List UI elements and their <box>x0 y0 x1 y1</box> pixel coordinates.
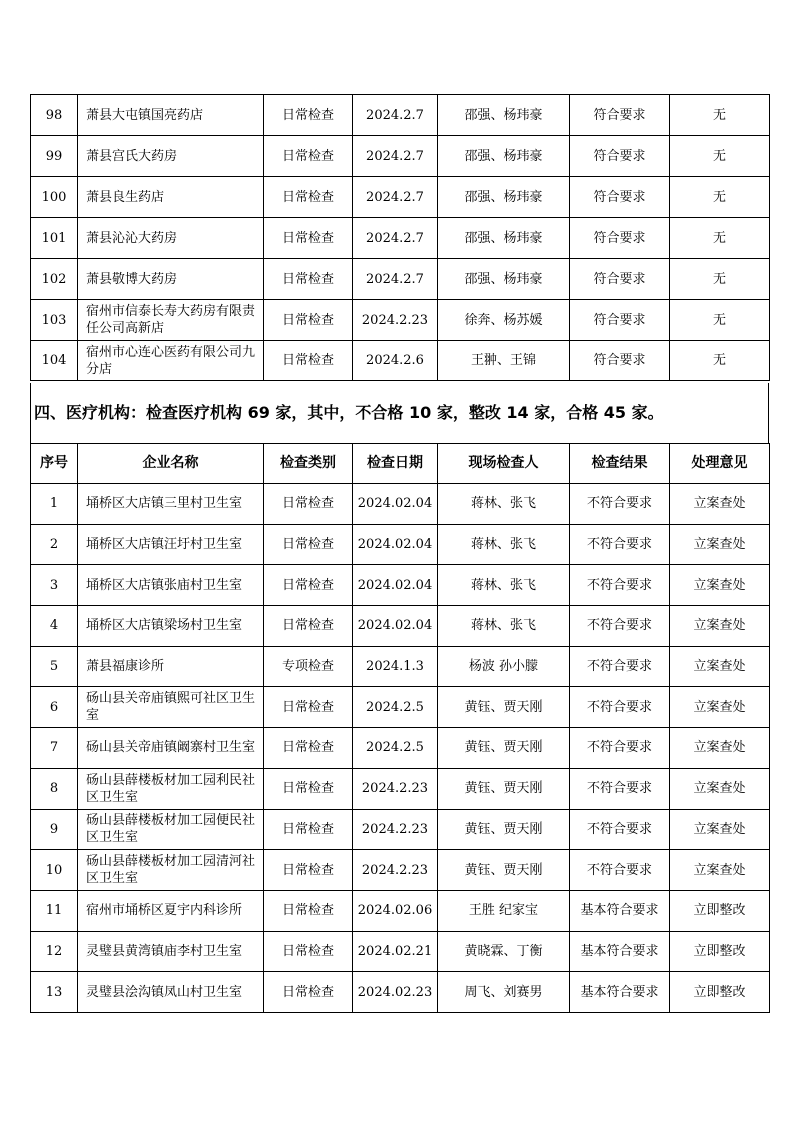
cell-inspection-date: 2024.1.3 <box>353 646 438 687</box>
cell-action: 立案查处 <box>670 524 770 565</box>
cell-inspection-date: 2024.2.7 <box>353 95 438 136</box>
header-index: 序号 <box>31 444 78 484</box>
cell-inspection-date: 2024.2.7 <box>353 259 438 300</box>
cell-index: 10 <box>31 850 78 891</box>
cell-company-name: 萧县沁沁大药房 <box>78 218 264 259</box>
cell-result: 符合要求 <box>570 95 670 136</box>
table-row <box>31 728 770 769</box>
header-action: 处理意见 <box>670 444 770 484</box>
cell-inspection-date: 2024.2.7 <box>353 136 438 177</box>
cell-result: 不符合要求 <box>570 768 670 809</box>
cell-result: 不符合要求 <box>570 809 670 850</box>
cell-index: 100 <box>31 177 78 218</box>
table-row <box>31 259 770 300</box>
cell-result: 符合要求 <box>570 300 670 341</box>
cell-index: 4 <box>31 606 78 647</box>
table-row <box>31 972 770 1013</box>
cell-inspectors: 杨波 孙小朦 <box>438 646 570 687</box>
cell-action: 立案查处 <box>670 768 770 809</box>
cell-inspection-date: 2024.2.23 <box>353 850 438 891</box>
cell-result: 符合要求 <box>570 341 670 381</box>
cell-index: 5 <box>31 646 78 687</box>
cell-inspection-type: 日常检查 <box>264 687 353 728</box>
cell-inspectors: 王胜 纪家宝 <box>438 890 570 931</box>
header-inspection-date: 检查日期 <box>353 444 438 484</box>
table-row <box>31 646 770 687</box>
table-row <box>31 809 770 850</box>
cell-inspection-date: 2024.2.23 <box>353 768 438 809</box>
cell-action: 立案查处 <box>670 850 770 891</box>
cell-company-name: 砀山县关帝庙镇阚寨村卫生室 <box>78 728 264 769</box>
cell-inspection-date: 2024.2.23 <box>353 300 438 341</box>
cell-result: 不符合要求 <box>570 850 670 891</box>
cell-action: 立案查处 <box>670 484 770 525</box>
cell-index: 102 <box>31 259 78 300</box>
cell-company-name: 灵璧县黄湾镇庙李村卫生室 <box>78 931 264 972</box>
cell-result: 基本符合要求 <box>570 972 670 1013</box>
table-row <box>31 136 770 177</box>
cell-company-name: 埇桥区大店镇梁场村卫生室 <box>78 606 264 647</box>
cell-index: 99 <box>31 136 78 177</box>
table-row <box>31 931 770 972</box>
cell-company-name: 埇桥区大店镇张庙村卫生室 <box>78 565 264 606</box>
cell-index: 104 <box>31 341 78 381</box>
cell-inspectors: 黄钰、贾天刚 <box>438 768 570 809</box>
cell-action: 立案查处 <box>670 728 770 769</box>
cell-index: 8 <box>31 768 78 809</box>
cell-inspection-type: 日常检查 <box>264 768 353 809</box>
cell-action: 立即整改 <box>670 931 770 972</box>
cell-inspectors: 蒋林、张飞 <box>438 484 570 525</box>
header-result: 检查结果 <box>570 444 670 484</box>
cell-company-name: 砀山县薛楼板材加工园清河社区卫生室 <box>78 850 264 891</box>
cell-result: 符合要求 <box>570 218 670 259</box>
cell-index: 103 <box>31 300 78 341</box>
cell-inspectors: 周飞、刘赛男 <box>438 972 570 1013</box>
cell-result: 不符合要求 <box>570 728 670 769</box>
table-row <box>31 484 770 525</box>
cell-result: 不符合要求 <box>570 565 670 606</box>
cell-company-name: 萧县福康诊所 <box>78 646 264 687</box>
cell-index: 11 <box>31 890 78 931</box>
cell-index: 98 <box>31 95 78 136</box>
cell-inspection-date: 2024.2.7 <box>353 218 438 259</box>
cell-result: 不符合要求 <box>570 687 670 728</box>
cell-inspection-type: 日常检查 <box>264 850 353 891</box>
cell-inspectors: 黄钰、贾天刚 <box>438 687 570 728</box>
cell-inspection-type: 日常检查 <box>264 524 353 565</box>
cell-inspection-date: 2024.02.04 <box>353 565 438 606</box>
cell-index: 3 <box>31 565 78 606</box>
cell-inspectors: 邵强、杨玮豪 <box>438 95 570 136</box>
table-row <box>31 300 770 341</box>
cell-inspectors: 黄钰、贾天刚 <box>438 728 570 769</box>
cell-result: 符合要求 <box>570 177 670 218</box>
cell-index: 9 <box>31 809 78 850</box>
cell-company-name: 埇桥区大店镇三里村卫生室 <box>78 484 264 525</box>
cell-result: 基本符合要求 <box>570 931 670 972</box>
cell-inspection-type: 日常检查 <box>264 259 353 300</box>
table-row <box>31 565 770 606</box>
cell-inspection-date: 2024.2.5 <box>353 687 438 728</box>
cell-action: 立即整改 <box>670 972 770 1013</box>
cell-inspectors: 邵强、杨玮豪 <box>438 177 570 218</box>
cell-result: 基本符合要求 <box>570 890 670 931</box>
cell-inspection-type: 日常检查 <box>264 300 353 341</box>
table-row <box>31 890 770 931</box>
cell-index: 1 <box>31 484 78 525</box>
cell-inspection-type: 日常检查 <box>264 177 353 218</box>
cell-action: 无 <box>670 300 770 341</box>
cell-inspectors: 王翀、王锦 <box>438 341 570 381</box>
table-row <box>31 95 770 136</box>
cell-inspection-type: 专项检查 <box>264 646 353 687</box>
cell-inspection-date: 2024.02.23 <box>353 972 438 1013</box>
cell-inspection-date: 2024.2.6 <box>353 341 438 381</box>
cell-result: 不符合要求 <box>570 606 670 647</box>
cell-inspectors: 黄钰、贾天刚 <box>438 809 570 850</box>
cell-action: 无 <box>670 136 770 177</box>
cell-inspection-date: 2024.02.04 <box>353 484 438 525</box>
table-row <box>31 606 770 647</box>
cell-inspection-type: 日常检查 <box>264 809 353 850</box>
section-heading-medical-institutions: 四、医疗机构：检查医疗机构 69 家，其中，不合格 10 家，整改 14 家，合格 45 家。 <box>30 383 769 443</box>
cell-index: 101 <box>31 218 78 259</box>
cell-action: 无 <box>670 259 770 300</box>
cell-inspectors: 蒋林、张飞 <box>438 565 570 606</box>
cell-inspectors: 蒋林、张飞 <box>438 524 570 565</box>
table-row <box>31 768 770 809</box>
cell-inspection-type: 日常检查 <box>264 565 353 606</box>
cell-index: 7 <box>31 728 78 769</box>
cell-result: 符合要求 <box>570 136 670 177</box>
cell-company-name: 灵璧县浍沟镇凤山村卫生室 <box>78 972 264 1013</box>
cell-inspection-date: 2024.02.21 <box>353 931 438 972</box>
cell-action: 立案查处 <box>670 606 770 647</box>
cell-company-name: 宿州市信泰长寿大药房有限责任公司高新店 <box>78 300 264 341</box>
cell-action: 立案查处 <box>670 646 770 687</box>
cell-inspection-date: 2024.2.7 <box>353 177 438 218</box>
cell-company-name: 萧县敬博大药房 <box>78 259 264 300</box>
cell-result: 不符合要求 <box>570 524 670 565</box>
cell-result: 不符合要求 <box>570 484 670 525</box>
cell-company-name: 萧县宫氏大药房 <box>78 136 264 177</box>
cell-action: 立案查处 <box>670 687 770 728</box>
cell-index: 12 <box>31 931 78 972</box>
cell-inspection-type: 日常检查 <box>264 484 353 525</box>
cell-inspection-type: 日常检查 <box>264 341 353 381</box>
cell-inspection-type: 日常检查 <box>264 136 353 177</box>
cell-inspectors: 蒋林、张飞 <box>438 606 570 647</box>
cell-inspectors: 黄钰、贾天刚 <box>438 850 570 891</box>
cell-inspection-type: 日常检查 <box>264 606 353 647</box>
header-inspectors: 现场检查人 <box>438 444 570 484</box>
header-inspection-type: 检查类别 <box>264 444 353 484</box>
cell-inspection-type: 日常检查 <box>264 218 353 259</box>
cell-company-name: 宿州市埇桥区夏宇内科诊所 <box>78 890 264 931</box>
cell-company-name: 砀山县薛楼板材加工园便民社区卫生室 <box>78 809 264 850</box>
cell-company-name: 砀山县薛楼板材加工园利民社区卫生室 <box>78 768 264 809</box>
medical-institution-inspection-table <box>30 443 770 1013</box>
cell-inspection-date: 2024.02.04 <box>353 524 438 565</box>
table-row <box>31 341 770 381</box>
cell-action: 无 <box>670 341 770 381</box>
cell-inspection-date: 2024.02.04 <box>353 606 438 647</box>
table-row <box>31 177 770 218</box>
cell-inspectors: 邵强、杨玮豪 <box>438 218 570 259</box>
cell-action: 无 <box>670 95 770 136</box>
cell-inspectors: 徐奔、杨苏媛 <box>438 300 570 341</box>
cell-inspection-date: 2024.2.23 <box>353 809 438 850</box>
pharmacy-inspection-table <box>30 94 770 381</box>
cell-inspection-type: 日常检查 <box>264 972 353 1013</box>
table-row <box>31 850 770 891</box>
cell-action: 无 <box>670 177 770 218</box>
cell-action: 立即整改 <box>670 890 770 931</box>
cell-inspection-type: 日常检查 <box>264 95 353 136</box>
cell-action: 无 <box>670 218 770 259</box>
table-row <box>31 687 770 728</box>
cell-company-name: 宿州市心连心医药有限公司九分店 <box>78 341 264 381</box>
cell-index: 2 <box>31 524 78 565</box>
cell-inspectors: 黄晓霖、丁衡 <box>438 931 570 972</box>
table-header-row <box>31 444 770 484</box>
cell-company-name: 萧县良生药店 <box>78 177 264 218</box>
cell-inspectors: 邵强、杨玮豪 <box>438 259 570 300</box>
table-row <box>31 218 770 259</box>
cell-company-name: 埇桥区大店镇汪圩村卫生室 <box>78 524 264 565</box>
cell-company-name: 砀山县关帝庙镇熙可社区卫生室 <box>78 687 264 728</box>
cell-inspectors: 邵强、杨玮豪 <box>438 136 570 177</box>
cell-inspection-date: 2024.2.5 <box>353 728 438 769</box>
cell-company-name: 萧县大屯镇国亮药店 <box>78 95 264 136</box>
cell-inspection-type: 日常检查 <box>264 890 353 931</box>
cell-result: 符合要求 <box>570 259 670 300</box>
cell-inspection-date: 2024.02.06 <box>353 890 438 931</box>
table-row <box>31 524 770 565</box>
header-company-name: 企业名称 <box>78 444 264 484</box>
cell-inspection-type: 日常检查 <box>264 931 353 972</box>
cell-index: 6 <box>31 687 78 728</box>
cell-action: 立案查处 <box>670 809 770 850</box>
cell-action: 立案查处 <box>670 565 770 606</box>
cell-result: 不符合要求 <box>570 646 670 687</box>
cell-index: 13 <box>31 972 78 1013</box>
cell-inspection-type: 日常检查 <box>264 728 353 769</box>
